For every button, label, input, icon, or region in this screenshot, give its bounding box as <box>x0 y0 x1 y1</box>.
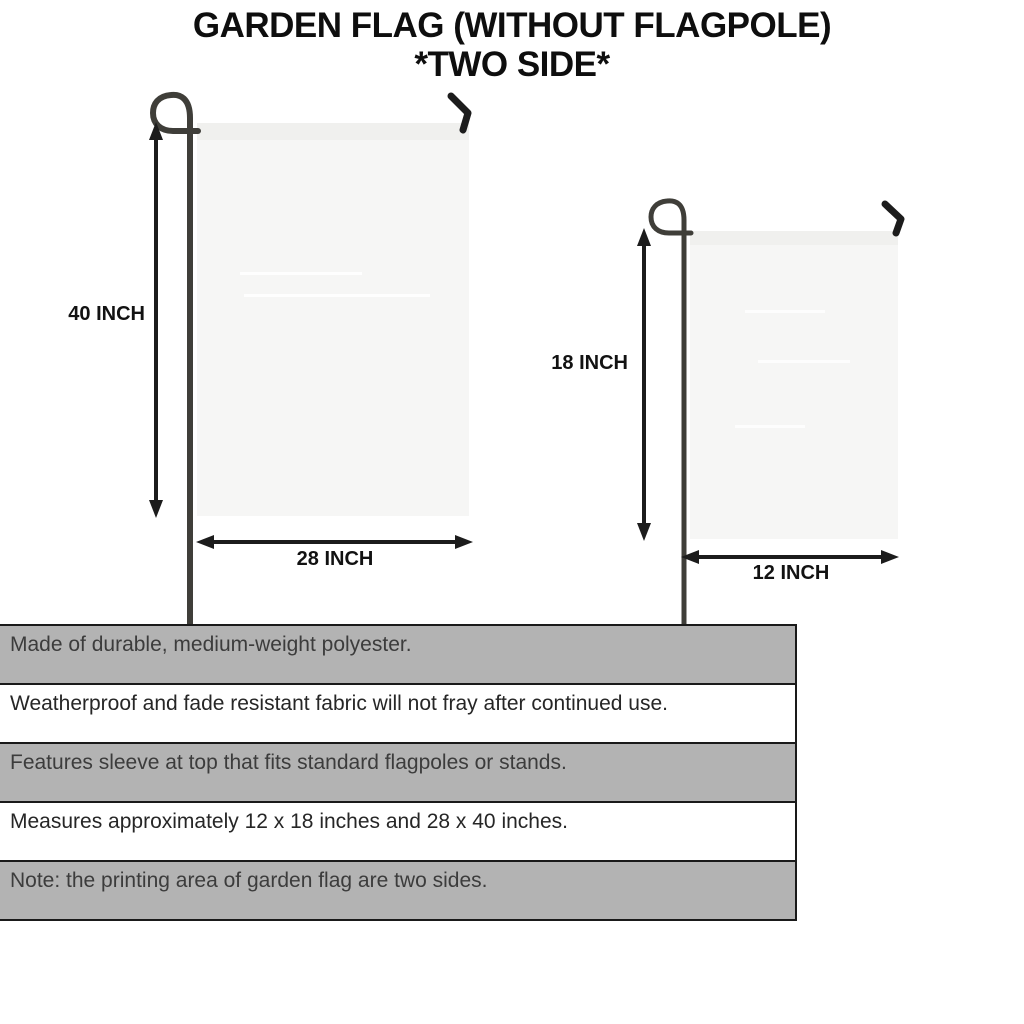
large-flag-group <box>149 95 473 624</box>
small-flagpole-hook-icon <box>885 204 901 233</box>
feature-row-measurements: Measures approximately 12 x 18 inches and 28 x 40 inches. <box>0 803 795 862</box>
feature-row-note: Note: the printing area of garden flag are two sides. <box>0 862 795 921</box>
feature-table <box>0 624 797 921</box>
title-line-2: *TWO SIDE* <box>414 45 610 84</box>
large-flag-wrinkle <box>244 294 430 297</box>
large-height-arrow-icon <box>149 122 163 518</box>
feature-row-sleeve: Features sleeve at top that fits standard flagpoles or stands. <box>0 744 795 803</box>
small-flag-wrinkle <box>745 310 825 313</box>
large-flag-fabric <box>197 123 469 516</box>
title-line-1: GARDEN FLAG (WITHOUT FLAGPOLE) <box>192 6 832 45</box>
small-flag-group <box>637 201 901 624</box>
small-height-label: 18 INCH <box>551 352 628 374</box>
small-flag-fabric <box>690 231 898 539</box>
large-height-label: 40 INCH <box>68 303 145 325</box>
feature-row-material: Made of durable, medium-weight polyester. <box>0 626 795 685</box>
small-flag-wrinkle <box>735 425 805 428</box>
small-height-arrow-icon <box>637 228 651 541</box>
large-flag-wrinkle <box>240 272 362 275</box>
large-width-arrow-icon <box>196 535 473 549</box>
small-flagpole-icon <box>651 201 691 624</box>
large-flag-sleeve <box>197 123 469 140</box>
small-width-label: 12 INCH <box>752 562 830 584</box>
small-flag-sleeve <box>690 231 898 245</box>
large-flagpole-icon <box>153 95 198 624</box>
feature-row-weatherproof: Weatherproof and fade resistant fabric will not fray after continued use. <box>0 685 795 744</box>
small-flag-wrinkle <box>758 360 850 363</box>
large-width-label: 28 INCH <box>296 548 374 570</box>
